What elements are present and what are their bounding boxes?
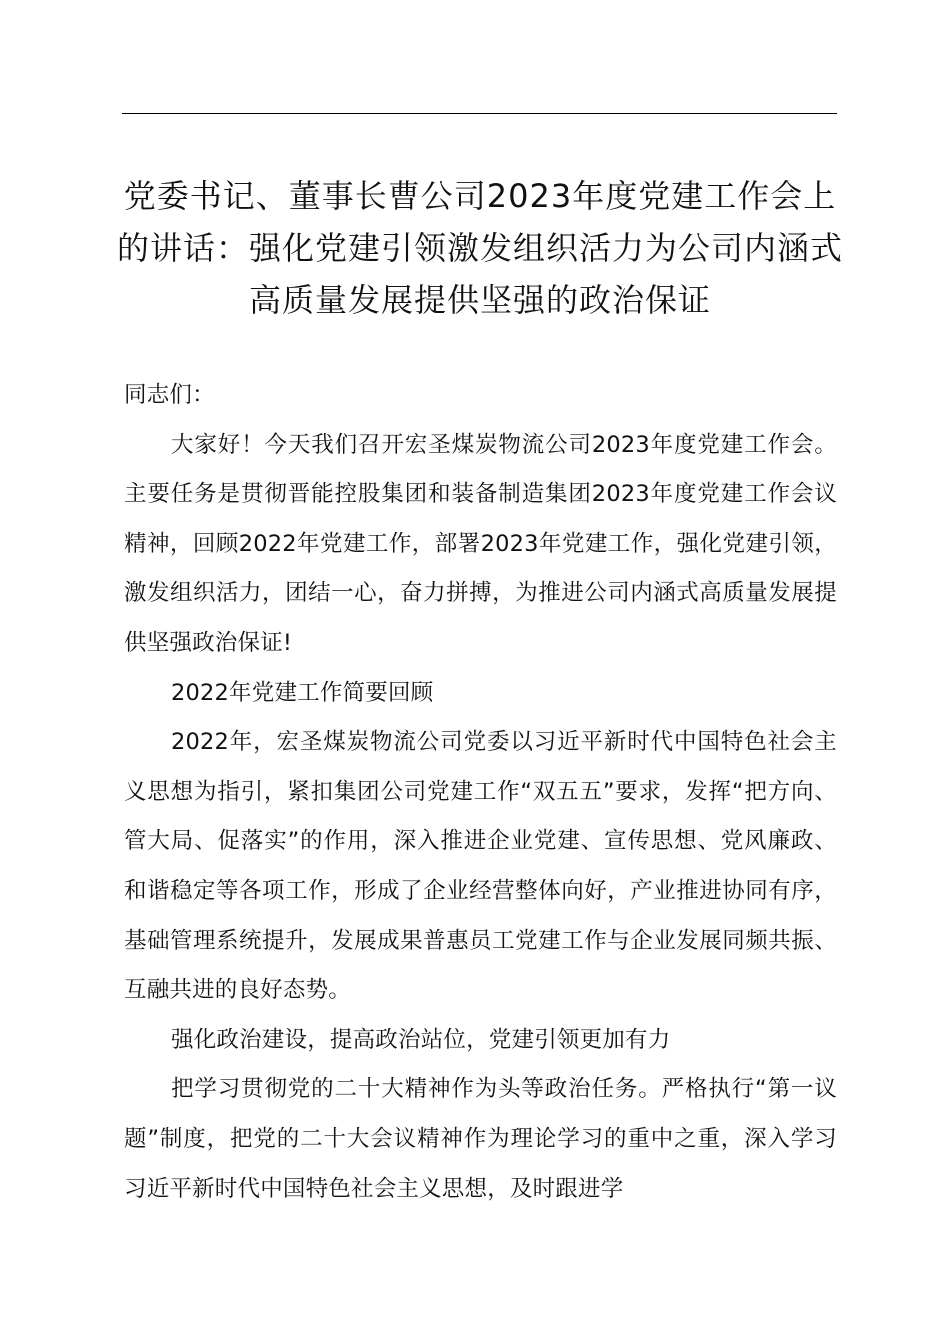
- document-title: 党委书记、董事长曹公司2023年度党建工作会上的讲话：强化党建引领激发组织活力为公司内涵式高质量发展提供坚强的政治保证: [116, 177, 843, 319]
- paragraph-review: 2022年，宏圣煤炭物流公司党委以习近平新时代中国特色社会主义思想为指引，紧扣集团公司党建工作“双五五”要求，发挥“把方向、管大局、促落实”的作用，深入推进企业党建、宣传思想、党风廉政、和谐稳定等各项工作，形成了企业经营整体向好，产业推进协同有序，基础管理系统提升，发展成果普惠员工党建工作与企业发展同频共振、互融共进的良好态势。: [124, 729, 837, 1004]
- section-heading-political: 强化政治建设，提高政治站位，党建引领更加有力: [171, 1026, 671, 1053]
- document-body: [124, 371, 837, 1214]
- section-heading-review: 2022年党建工作简要回顾: [171, 679, 434, 706]
- paragraph-intro: 大家好！今天我们召开宏圣煤炭物流公司2023年度党建工作会。主要任务是贯彻晋能控股集团和装备制造集团2023年度党建工作会议精神，回顾2022年党建工作，部署2023年党建工作，强化党建引领，激发组织活力，团结一心，奋力拼搏，为推进公司内涵式高质量发展提供坚强政治保证!: [124, 431, 837, 656]
- header-rule: [122, 113, 837, 114]
- paragraph-political: 把学习贯彻党的二十大精神作为头等政治任务。严格执行“第一议题”制度，把党的二十大会议精神作为理论学习的重中之重，深入学习习近平新时代中国特色社会主义思想，及时跟进学: [124, 1076, 837, 1202]
- salutation: 同志们：: [124, 382, 215, 408]
